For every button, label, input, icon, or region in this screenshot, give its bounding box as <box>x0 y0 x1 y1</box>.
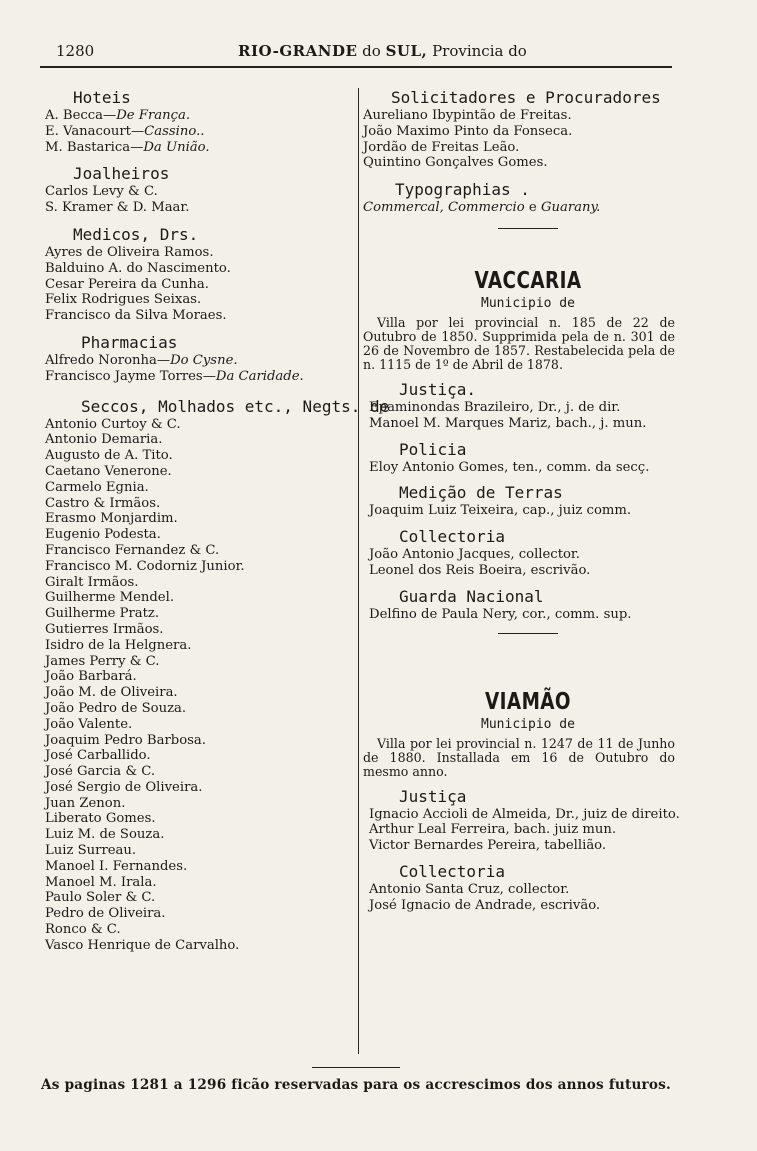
list-item <box>45 124 357 140</box>
entry-place: De França. <box>116 108 191 123</box>
viamao-sections <box>363 787 693 914</box>
list-item: Juan Zenon. <box>45 795 126 811</box>
list-item: Joaquim Luiz Teixeira, cap., juiz comm. <box>369 503 632 519</box>
list-item: Cesar Pereira da Cunha. <box>45 276 209 292</box>
list-item: Luiz M. de Souza. <box>45 827 165 843</box>
title-part-2: do <box>362 42 381 60</box>
viamao-description: Villa por lei provincial n. 1247 de 11 de Junho de 1880. Installada em 16 de Outubro do mesmo anno. <box>363 735 675 779</box>
title-part-1: RIO-GRANDE <box>238 42 358 60</box>
list-item: João Pedro de Souza. <box>45 700 187 716</box>
list-item: Luiz Surreau. <box>45 843 137 859</box>
list-item: Francisco Fernandez & C. <box>45 542 220 558</box>
list-item: Ayres de Oliveira Ramos. <box>45 244 214 260</box>
list-item: Aureliano Ibypintão de Freitas. <box>363 108 572 123</box>
entry: Guarany. <box>540 200 601 216</box>
seccos-list <box>45 417 357 954</box>
list-item: João Valente. <box>45 716 133 732</box>
list-item: Isidro de la Helgnera. <box>45 637 192 653</box>
entry-place: Cassino.. <box>144 123 205 139</box>
typographias-heading: Typographias . <box>395 180 530 200</box>
list-item: Augusto de A. Tito. <box>45 448 173 464</box>
list-item: Manoel M. Marques Mariz, bach., j. mun. <box>369 415 647 431</box>
list-item: Antonio Santa Cruz, collector. <box>369 881 570 897</box>
list-item: Felix Rodrigues Seixas. <box>45 292 202 308</box>
list-item: José Ignacio de Andrade, escrivão. <box>369 897 601 913</box>
list-item: Vasco Henrique de Carvalho. <box>45 937 240 953</box>
list-item: Francisco da Silva Moraes. <box>45 308 227 324</box>
header-rule <box>40 66 672 68</box>
list-item: Pedro de Oliveira. <box>45 906 166 922</box>
section-rule <box>498 228 558 229</box>
list-item: João M. de Oliveira. <box>45 685 178 701</box>
entry: Commercio <box>448 200 525 216</box>
list-item: Francisco M. Codorniz Junior. <box>45 558 245 574</box>
list-item: Erasmo Monjardim. <box>45 511 178 527</box>
section-heading: Guarda Nacional <box>399 586 544 606</box>
section-heading: Justiça. <box>399 379 477 399</box>
list-item: Carmelo Egnia. <box>45 479 149 495</box>
list-item: Victor Bernardes Pereira, tabellião. <box>369 838 607 854</box>
section-heading: Collectoria <box>399 527 505 547</box>
vaccaria-description: Villa por lei provincial n. 185 de 22 de Outubro de 1850. Supprimida pela de n. 301 de 26 de Novembro de 1857. Restabelecida pela de n. 1115 de 1º de Abril de 1878. <box>363 314 675 372</box>
footer-rule <box>312 1067 400 1068</box>
hoteis-heading: Hoteis <box>73 88 131 107</box>
seccos-heading: Seccos, Molhados etc., Negts. de <box>81 396 390 416</box>
entry-name: M. Bastarica— <box>45 139 144 155</box>
list-item: Leonel dos Reis Boeira, escrivão. <box>369 562 591 578</box>
page-header <box>40 42 670 66</box>
entry: Commercal, <box>363 200 444 216</box>
title-part-4: Provincia do <box>432 42 527 60</box>
entry-place: Do Cysne. <box>170 352 238 368</box>
viamao-subtitle: Municipio de <box>481 716 575 732</box>
list-item: José Carballido. <box>45 748 151 764</box>
list-item: Manoel M. Irala. <box>45 874 157 890</box>
list-item: Paulo Soler & C. <box>45 890 156 906</box>
column-divider <box>358 88 359 1054</box>
list-item: Eloy Antonio Gomes, ten., comm. da secç. <box>369 459 650 475</box>
entry-place: Da Caridade. <box>215 368 304 384</box>
list-item: Balduino A. do Nascimento. <box>45 260 231 276</box>
joalheiros-heading: Joalheiros <box>73 164 170 184</box>
list-item: Joaquim Pedro Barbosa. <box>45 732 206 748</box>
medicos-heading: Medicos, Drs. <box>73 224 199 244</box>
entry-place: Da União. <box>143 139 210 155</box>
list-item: Manoel I. Fernandes. <box>45 858 188 874</box>
list-item: Delfino de Paula Nery, cor., comm. sup. <box>369 606 632 622</box>
list-item: José Garcia & C. <box>45 764 156 780</box>
viamao-title: VIAMÃO <box>485 688 571 715</box>
entry-name: Alfredo Noronha— <box>45 352 171 368</box>
list-item <box>45 369 357 385</box>
vaccaria-title: VACCARIA <box>474 267 582 294</box>
list-item: Epaminondas Brazileiro, Dr., j. de dir. <box>369 399 621 415</box>
right-column <box>363 88 693 914</box>
list-item: João Barbará. <box>45 669 137 685</box>
list-item: James Perry & C. <box>45 653 160 669</box>
list-item <box>45 353 357 369</box>
conjunction: e <box>528 200 537 216</box>
list-item: Guilherme Pratz. <box>45 606 160 622</box>
list-item: Antonio Demaria. <box>45 432 163 448</box>
entry-name: A. Becca— <box>45 108 117 123</box>
list-item: Liberato Gomes. <box>45 811 156 827</box>
list-item: Guilherme Mendel. <box>45 590 175 606</box>
list-item <box>45 108 357 124</box>
list-item: João Antonio Jacques, collector. <box>369 547 580 563</box>
title-part-3: SUL, <box>385 42 428 60</box>
vaccaria-subtitle: Municipio de <box>481 295 575 311</box>
pharmacias-heading: Pharmacias <box>81 332 178 352</box>
solicitadores-heading: Solicitadores e Procuradores <box>391 88 661 107</box>
page-number: 1280 <box>56 42 95 60</box>
list-item: José Sergio de Oliveira. <box>45 779 203 795</box>
list-item: Antonio Curtoy & C. <box>45 416 181 432</box>
page-footer <box>40 1067 672 1093</box>
entry-name: E. Vanacourt— <box>45 123 145 139</box>
list-item: Gutierres Irmãos. <box>45 621 164 637</box>
list-item: S. Kramer & D. Maar. <box>45 200 190 216</box>
running-title <box>238 42 527 60</box>
section-heading: Policia <box>399 439 467 459</box>
left-column <box>45 88 390 954</box>
list-item: Jordão de Freitas Leão. <box>363 139 520 155</box>
list-item: Ronco & C. <box>45 922 121 938</box>
list-item: Arthur Leal Ferreira, bach. juiz mun. <box>369 822 617 838</box>
section-heading: Justiça <box>399 786 467 806</box>
list-item: Ignacio Accioli de Almeida, Dr., juiz de direito. <box>369 806 680 822</box>
list-item: Castro & Irmãos. <box>45 495 161 511</box>
entry-name: Francisco Jayme Torres— <box>45 368 216 384</box>
section-rule <box>498 633 558 634</box>
hoteis-list <box>45 108 357 155</box>
list-item: João Maximo Pinto da Fonseca. <box>363 123 573 139</box>
footer-note: As paginas 1281 a 1296 ficão reservadas para os accrescimos dos annos futuros. <box>41 1077 671 1093</box>
list-item: Caetano Venerone. <box>45 463 172 479</box>
list-item: Giralt Irmãos. <box>45 574 139 590</box>
list-item: Eugenio Podesta. <box>45 527 161 543</box>
vaccaria-sections <box>363 380 693 623</box>
typographias-list <box>363 200 693 216</box>
section-heading: Medição de Terras <box>399 483 563 503</box>
list-item <box>45 140 357 156</box>
list-item: Carlos Levy & C. <box>45 184 158 200</box>
section-heading: Collectoria <box>399 861 505 881</box>
list-item: Quintino Gonçalves Gomes. <box>363 155 548 171</box>
